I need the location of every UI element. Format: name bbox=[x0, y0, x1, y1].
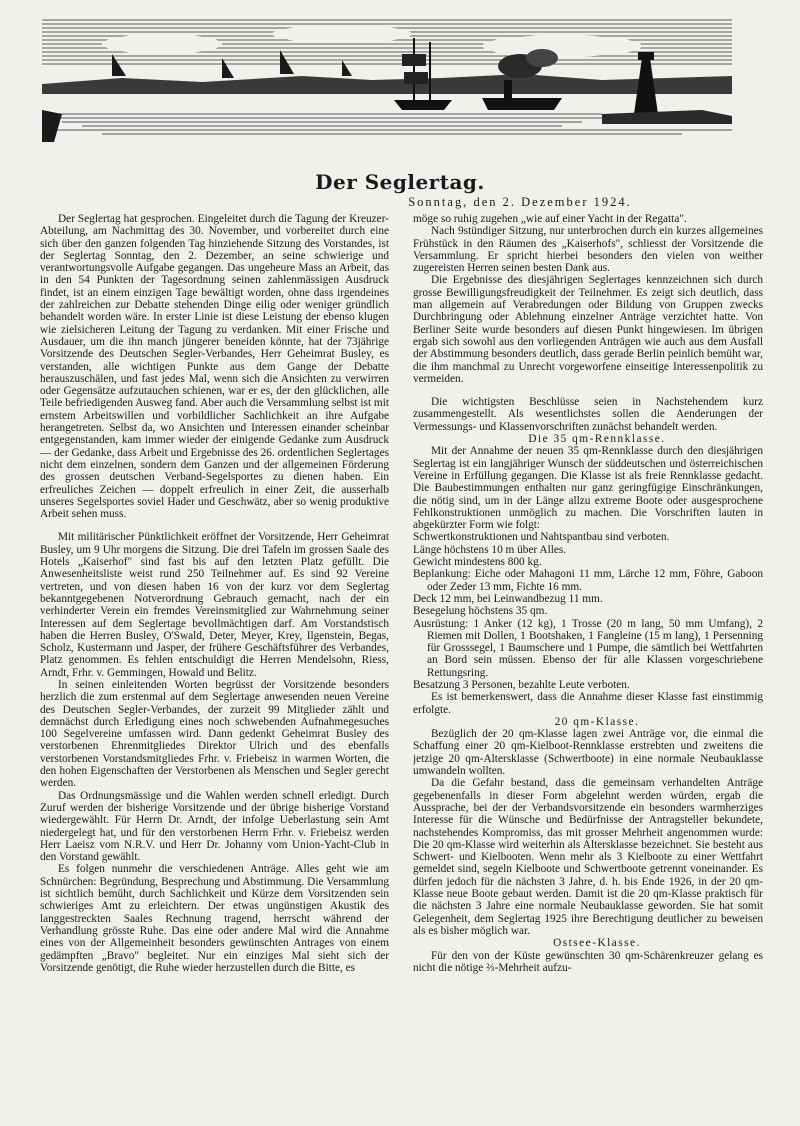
paragraph: Die wichtigsten Beschlüsse seien in Nachstehendem kurz zusammengestellt. Als wesentlichstes sollen die Aenderungen der Vermessungs- und Klassenvorschriften zunächst behandelt werden. bbox=[413, 396, 763, 433]
section-heading-35qm: Die 35 qm-Rennklasse. bbox=[528, 433, 666, 446]
spec-item: Deck 12 mm, bei Leinwandbezug 11 mm. bbox=[413, 592, 603, 605]
spec-item: Schwertkonstruktionen und Nahtspantbau sind verboten. bbox=[413, 531, 670, 544]
spec-item: Beplankung: Eiche oder Mahagoni 11 mm, Lärche 12 mm, Föhre, Gaboon oder Zeder 13 mm, Fichte 16 mm. bbox=[413, 568, 763, 593]
article-title: Der Seglertag. bbox=[315, 170, 485, 194]
paragraph: Es ist bemerkenswert, dass die Annahme dieser Klasse fast einstimmig erfolgte. bbox=[413, 691, 763, 716]
spec-item: Besegelung höchstens 35 qm. bbox=[413, 605, 548, 618]
paragraph: Die Ergebnisse des diesjährigen Seglertages kennzeichnen sich durch grosse Bewilligungsfreudigkeit der Teilnehmer. Es zeigt sich deutlich, dass man allgemein auf Verabredungen oder Bildung von Gruppen zwecks Durchbringung oder Ablehnung einzelner Anträge verzichtet hatte. Von Berliner Seite wurde besonders auf diesen Punkt hingewiesen. Im übrigen ergab sich sowohl aus den vorliegenden Anträgen wie auch aus dem Ausfall der Abstimmung besonders deutlich, dass gerade Berlin peinlich bemüht war, die ihm manchmal zu Unrecht vorgeworfene einseitige Interessenpolitik zu vermeiden. bbox=[413, 274, 763, 385]
section-heading-ostsee: Ostsee-Klasse. bbox=[553, 937, 641, 950]
section-heading-20qm: 20 qm-Klasse. bbox=[554, 715, 640, 728]
paragraph: Mit der Annahme der neuen 35 qm-Rennklasse durch den diesjährigen Seglertag ist ein langjähriger Wunsch der süddeutschen und österreichischen Vereine in Erfüllung gegangen. Die Klasse ist als freie Rennklasse gedacht. Die Baubestimmungen enthalten nur ganz geringfügige Einschränkungen, die nötig sind, um in der Länge allzu extreme Boote oder ausgesprochene Fehlkonstruktionen unmöglich zu machen. Die Vorschriften lauten in abgekürzter Form wie folgt: bbox=[413, 445, 763, 532]
paragraph: Das Ordnungsmässige und die Wahlen werden schnell erledigt. Durch Zuruf werden der bisherige Vorsitzende und der übrige bisherige Vorstand wiedergewählt. Für Herrn Dr. Arndt, der infolge Ueberlastung sein Amt niedergelegt hat, und für den verstorbenen Herrn Frhr. v. Friebeisz werden Herr Laeisz vom N.R.V. und Herr Dr. Johanny vom Union-Yacht-Club in den Vorstand gewählt. bbox=[40, 789, 389, 864]
harbor-illustration bbox=[42, 14, 732, 142]
spec-item: Besatzung 3 Personen, bezahlte Leute verboten. bbox=[413, 678, 630, 691]
paragraph: Da die Gefahr bestand, dass die gemeinsam verhandelten Anträge gegebenenfalls in dieser Form abgelehnt werden würden, ergab die Aussprache, bei der der Verbandsvorsitzende ein besonders warmherziges Interesse für die Wünsche und Bedürfnisse der Antragsteller bekundete, nachstehendes Kompromiss, das mit grosser Mehrheit angenommen wurde: Die 20 qm-Klasse wird weiterhin als Altersklasse bezeichnet. Sie besteht aus Schwert- und Kielbooten. Wenn mehr als 3 Kielboote zu einer Wettfahrt gemeldet sind, segeln Kielboote und Schwertboote getrennt voneinander. Es dürfen jedoch für die nächsten 3 Jahre, d. h. bis Ende 1926, in der 20 qm-Klasse neue Boote gebaut werden. Damit ist die 20 qm-Klasse praktisch für die nächsten 3 Jahre eine normale Neubauklasse geworden. Sie hat somit Gelegenheit, dem Seglertag 1925 ihre Berechtigung deutlicher zu beweisen als es bisher möglich war. bbox=[413, 777, 763, 937]
paragraph: Für den von der Küste gewünschten 30 qm-Schärenkreuzer gelang es nicht die nötige ⅔-Mehrheit aufzu- bbox=[413, 949, 763, 974]
paragraph: Bezüglich der 20 qm-Klasse lagen zwei Anträge vor, die einmal die Schaffung einer 20 qm-Kielboot-Rennklasse erstrebten und zweitens die jetzige 20 qm-Altersklasse (Schwertboote) in eine normale Neubauklasse umwandeln wollten. bbox=[413, 728, 763, 778]
right-column bbox=[413, 213, 763, 1103]
paragraph: Mit militärischer Pünktlichkeit eröffnet der Vorsitzende, Herr Geheimrat Busley, um 9 Uhr morgens die Sitzung. Die drei Tafeln im grossen Saale des Hotels „Kaiserhof" sind fast bis auf den letzten Platz gefüllt. Die Anwesenheitsliste weist rund 250 Teilnehmer auf. Es sind 92 Vereine vertreten, und von diesen haben 16 von der kurz vor dem Seglertag bekanntgegebenen Notverordnung Gebrauch gemacht, nach der ein verhinderter Verein ein fremdes Vereinsmitglied zur Wahrnehmung seiner Interessen auf dem Seglertage bevollmächtigen darf. Am Vorstandstisch haben die Herren Busley, O'Swald, Deter, Meyer, Krey, Ilgenstein, Begas, Scholz, Kustermann und Jasper, der frühere Geschäftsführer des Verbandes, Platz genommen. Es fehlen entschuldigt die Herren Mendelsohn, Riess, Arndt, Frhr. v. Gemmingen, Howald und Belitz. bbox=[40, 531, 389, 679]
paragraph: möge so ruhig zugehen „wie auf einer Yacht in der Regatta". bbox=[413, 213, 687, 225]
paragraph: Nach 9stündiger Sitzung, nur unterbrochen durch ein kurzes allgemeines Frühstück in den Räumen des „Kaiserhofs", schliesst der Vorsitzende die Versammlung. Er spricht hierbei besonders den vielen von weither zugereisten Herren seinen besten Dank aus. bbox=[413, 225, 763, 275]
paragraph: In seinen einleitenden Worten begrüsst der Vorsitzende besonders herzlich die zum erstenmal auf dem Seglertage anwesenden neuen Vereine des Deutschen Segler-Verbandes, der zurzeit 99 Mitglieder zählt und demnächst durch Erledigung eines noch schwebenden Aufnahmegesuches 100 Segelvereine umfassen wird. Dann gedenkt Geheimrat Busley des verstorbenen Ehrenmitgliedes Direktor Ulrich und des ebenfalls verstorbenen Vorstandsmitgliedes Frhr. v. Friebeisz in warmen Worten, die den hohen Eigenschaften der Verstorbenen als Menschen und Segler gerecht werden. bbox=[40, 678, 389, 790]
spec-item: Ausrüstung: 1 Anker (12 kg), 1 Trosse (20 m lang, 50 mm Umfang), 2 Riemen mit Dollen, 1 Bootshaken, 1 Fangleine (15 m lang), 1 Persenning für Grosssegel, 1 Baumschere und 1 Pumpe, die sämtlich bei Wettfahrten an Bord sein müssen. Ebenso der für alle Klassen vorgeschriebene Rettungsring. bbox=[413, 617, 763, 679]
paragraph: Es folgen nunmehr die verschiedenen Anträge. Alles geht wie am Schnürchen: Begründung, Besprechung und Abstimmung. Die Versammlung ist sichtlich bemüht, durch Sachlichkeit und Kürze dem Vorsitzenden sein schwieriges Amt zu erleichtern. Der etwas ungünstigen Akustik des langgestreckten Saales Rechnung tragend, herrscht während der Verhandlung grösste Ruhe. Das eine oder andere Mal wird die Annahme eines von der Allgemeinheit besonders gewünschten Antrages von einem gedämpften „Bravo" begleitet. Nur ein einziges Mal sieht sich der Vorsitzende genötigt, die Ruhe wieder herzustellen durch die Bitte, es bbox=[40, 863, 389, 974]
class-specifications bbox=[413, 531, 763, 691]
article-date: Sonntag, den 2. Dezember 1924. bbox=[408, 195, 632, 209]
left-column bbox=[40, 213, 389, 1113]
paragraph: Der Seglertag hat gesprochen. Eingeleitet durch die Tagung der Kreuzer-Abteilung, am Nachmittag des 30. November, und vorbereitet durch eine sich über den ganzen folgenden Tag hinziehende Sitzung des Vorstandes, ist der Seglertag Sonntag, den 2. Dezember, an seine schwierige und verantwortungsvolle Aufgabe gegangen. Das ungeheure Mass an Arbeit, das in den 54 Punkten der Tagesordnung seinen zahlenmässigen Ausdruck findet, ist an einem einzigen Tage bewältigt worden, ohne dass irgendeines der zahlreichen zur Debatte stehenden Dinge eilig oder weniger gründlich behandelt worden wäre. In erster Linie ist diese Leistung der ebenso klugen wie zielsicheren Leitung der Tagung zu verdanken. Mit einer Frische und Ausdauer, um die ihn manch jüngerer beneiden könnte, hat der 73jährige Vorsitzende des Deutschen Segler-Verbandes, Herr Geheimrat Busley, es verstanden, alle wichtigen Punkte aus dem Gange der Debatte herauszuschälen, und fast jedes Mal, wenn sich die Ansichten zu verwirren oder Gegensätze aufzutauchen schienen, war er es, der den glücklichen, alle Teile befriedigenden Ausweg fand. Aber auch die Versammlung selbst ist mit ernstem Arbeitswillen und vorbildlicher Sachlichkeit an ihre Aufgabe herangetreten. Selbst da, wo Ansichten und Interessen einander scheinbar entgegenstanden, kam immer wieder der einigende Gedanke zum Ausdruck — der Gedanke, dass Arbeit und Ergebnisse des 26. ordentlichen Seglertages nicht dem einzelnen, sondern dem Ganzen und der allgemeinen Förderung des grossen deutschen Verband-Segelsportes zu dienen haben. Ein erfreuliches Zeichen — doppelt erfreulich in einer Zeit, die ausserhalb unseres Segelsportes soviel Hader und Geschwätz, aber so wenig produktive Arbeit sehen muss. bbox=[40, 213, 389, 521]
spec-item: Gewicht mindestens 800 kg. bbox=[413, 556, 542, 569]
spec-item: Länge höchstens 10 m über Alles. bbox=[413, 543, 567, 556]
